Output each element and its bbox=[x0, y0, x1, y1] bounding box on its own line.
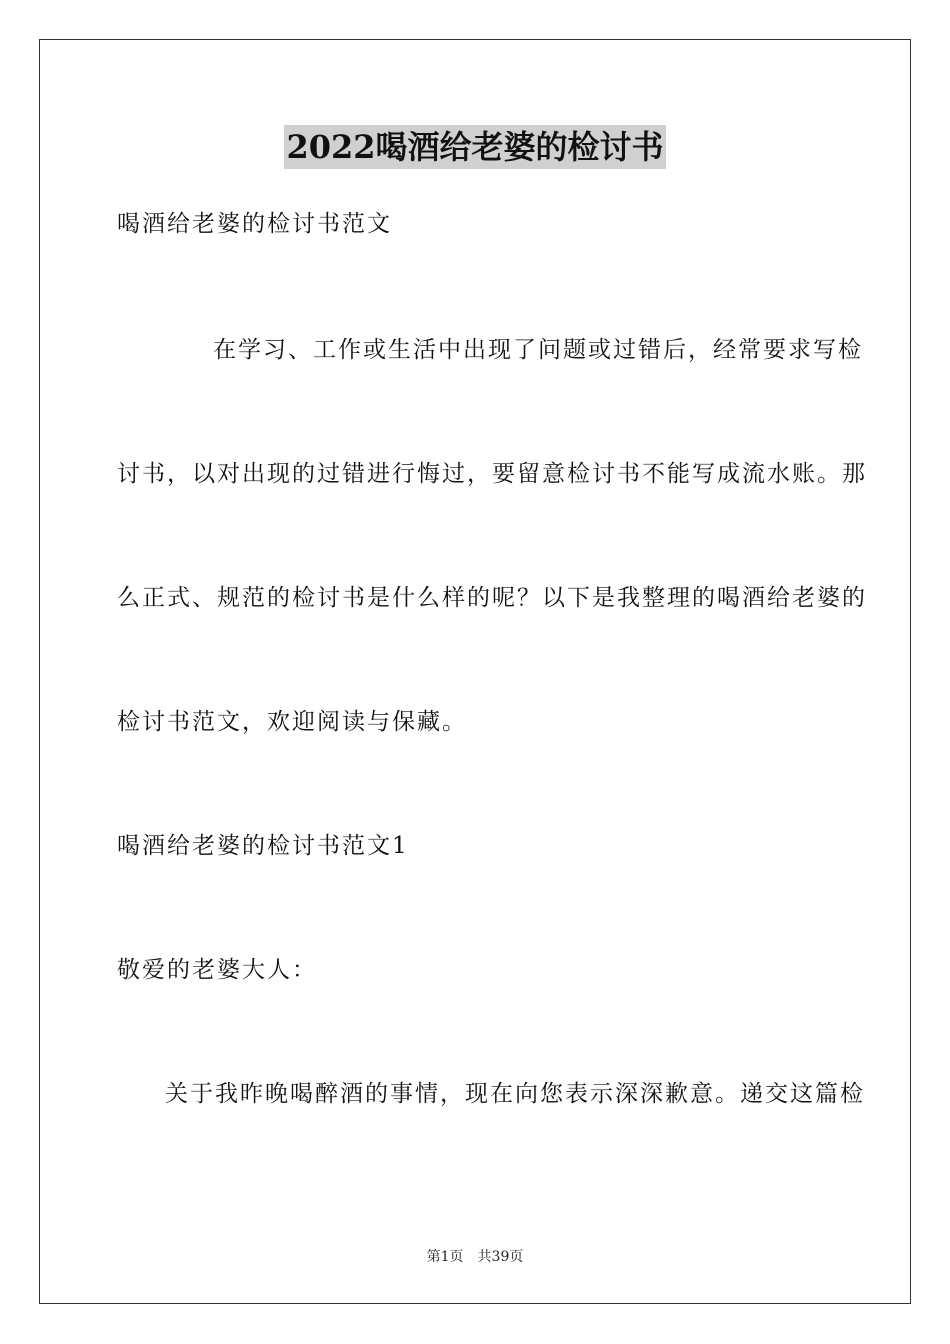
paragraph-line: 检讨书范文，欢迎阅读与保藏。 bbox=[117, 709, 467, 735]
title-container bbox=[0, 125, 950, 169]
salutation: 敬爱的老婆大人： bbox=[117, 957, 317, 983]
paragraph-line: 在学习、工作或生活中出现了问题或过错后，经常要求写检 bbox=[213, 337, 863, 363]
section-heading: 喝酒给老婆的检讨书范文1 bbox=[117, 833, 409, 859]
subtitle-line: 喝酒给老婆的检讨书范文 bbox=[117, 211, 392, 237]
paragraph-line: 关于我昨晚喝醉酒的事情，现在向您表示深深歉意。递交这篇检 bbox=[165, 1081, 865, 1107]
page-number: 第1页 bbox=[426, 1249, 464, 1265]
paragraph-line: 讨书，以对出现的过错进行悔过，要留意检讨书不能写成流水账。那 bbox=[117, 461, 867, 487]
page-footer bbox=[0, 1247, 950, 1267]
paragraph-line: 么正式、规范的检讨书是什么样的呢？以下是我整理的喝酒给老婆的 bbox=[117, 585, 867, 611]
page-total: 共39页 bbox=[477, 1249, 524, 1265]
document-title: 2022喝酒给老婆的检讨书 bbox=[284, 125, 665, 169]
